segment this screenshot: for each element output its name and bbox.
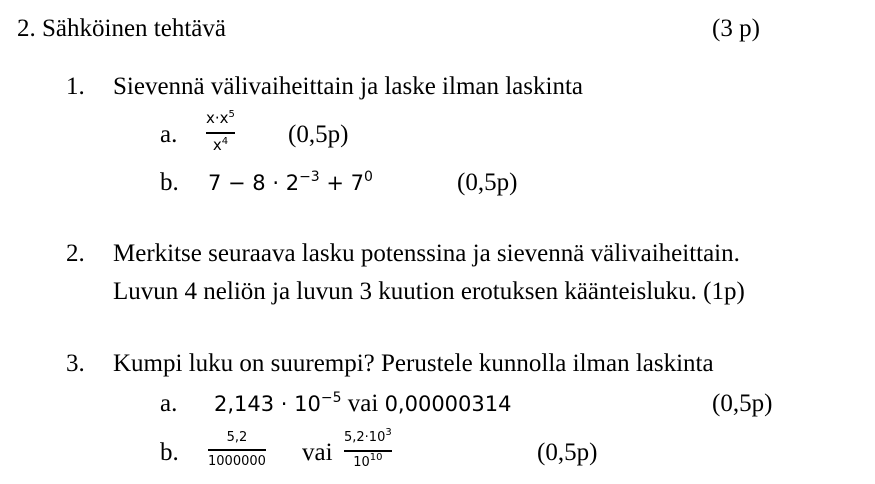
q3b-fraction-1-denominator: 1000000 (208, 453, 266, 469)
q3-number: 3. (66, 350, 85, 377)
q3b-fraction-1-numerator: 5,2 (226, 430, 248, 445)
fraction-bar (208, 449, 266, 451)
q3b-vai: vai (302, 439, 333, 466)
q3b-fraction-1 (208, 428, 266, 472)
q2-line2: Luvun 4 neliön ja luvun 3 kuution erotuksen käänteisluku. (1p) (113, 278, 745, 305)
q3b-label: b. (160, 439, 179, 466)
q3b-points: (0,5p) (537, 439, 598, 466)
q1a-denominator: $x^4$ (212, 135, 229, 154)
q1-number: 1. (66, 73, 85, 100)
q1a-label: a. (160, 121, 178, 148)
q1a-fraction (206, 108, 235, 158)
q3b-fraction-2-denominator: $10^{10}$ (353, 451, 383, 470)
q3b-fraction-2 (344, 428, 392, 474)
q3a-label: a. (160, 390, 178, 417)
q1b-label: b. (160, 169, 179, 196)
q3a-points: (0,5p) (712, 390, 773, 417)
q3a-expression: 2,143 · 10−5 vai 0,00000314 (214, 390, 512, 417)
fraction-bar (344, 450, 392, 452)
q1a-numerator: $x\cdot x^5$ (206, 109, 235, 127)
q3-text: Kumpi luku on suurempi? Perustele kunnolla ilman laskinta (113, 350, 714, 377)
task-points: (3 p) (712, 15, 760, 42)
q3b-fraction-2-numerator: $5,2\cdot 10^3$ (344, 427, 392, 445)
q1a-points: (0,5p) (288, 121, 349, 148)
q1-text: Sievennä välivaiheittain ja laske ilman laskinta (113, 73, 583, 100)
fraction-bar (206, 132, 235, 134)
task-title: 2. Sähköinen tehtävä (17, 15, 226, 42)
q2-line1: Merkitse seuraava lasku potenssina ja sievennä välivaiheittain. (113, 240, 740, 267)
q1b-points: (0,5p) (457, 169, 518, 196)
q1b-expression: $7 - 8 \cdot 2^{-3} + 7^0$ (208, 169, 373, 195)
q2-number: 2. (66, 240, 85, 267)
